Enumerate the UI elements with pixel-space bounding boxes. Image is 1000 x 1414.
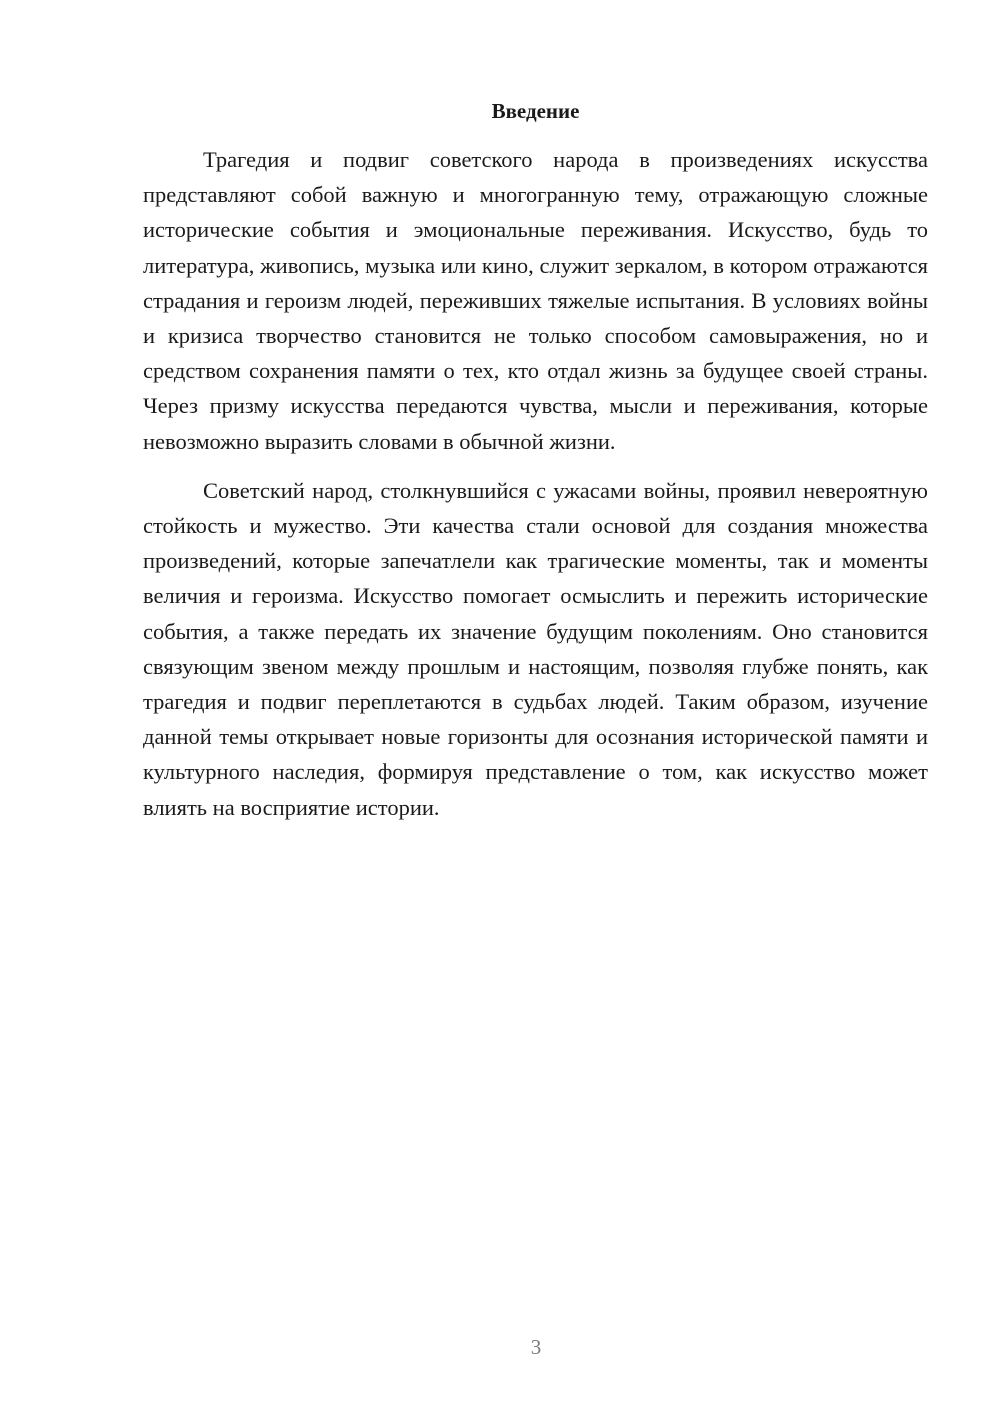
section-heading: Введение: [491, 99, 580, 123]
body-text: [143, 142, 928, 825]
paragraph-1: Трагедия и подвиг советского народа в произведениях искусства представляют собой важную и многогранную тему, отражающую сложные исторические события и эмоциональные переживания. Искусство, будь то литература, живопись, музыка или кино, служит зеркалом, в котором отражаются страдания и героизм людей, переживших тяжелые испытания. В условиях войны и кризиса творчество становится не только способом самовыражения, но и средством сохранения памяти о тех, кто отдал жизнь за будущее своей страны. Через призму искусства передаются чувства, мысли и переживания, которые невозможно выразить словами в обычной жизни.: [143, 147, 928, 454]
page-number: 3: [530, 1335, 542, 1359]
paragraph-2: Советский народ, столкнувшийся с ужасами войны, проявил невероятную стойкость и мужество. Эти качества стали основой для создания множества произведений, которые запечатлели как трагические моменты, так и моменты величия и героизма. Искусство помогает осмыслить и пережить исторические события, а также передать их значение будущим поколениям. Оно становится связующим звеном между прошлым и настоящим, позволяя глубже понять, как трагедия и подвиг переплетаются в судьбах людей. Таким образом, изучение данной темы открывает новые горизонты для осознания исторической памяти и культурного наследия, формируя представление о том, как искусство может влиять на восприятие истории.: [143, 477, 928, 820]
